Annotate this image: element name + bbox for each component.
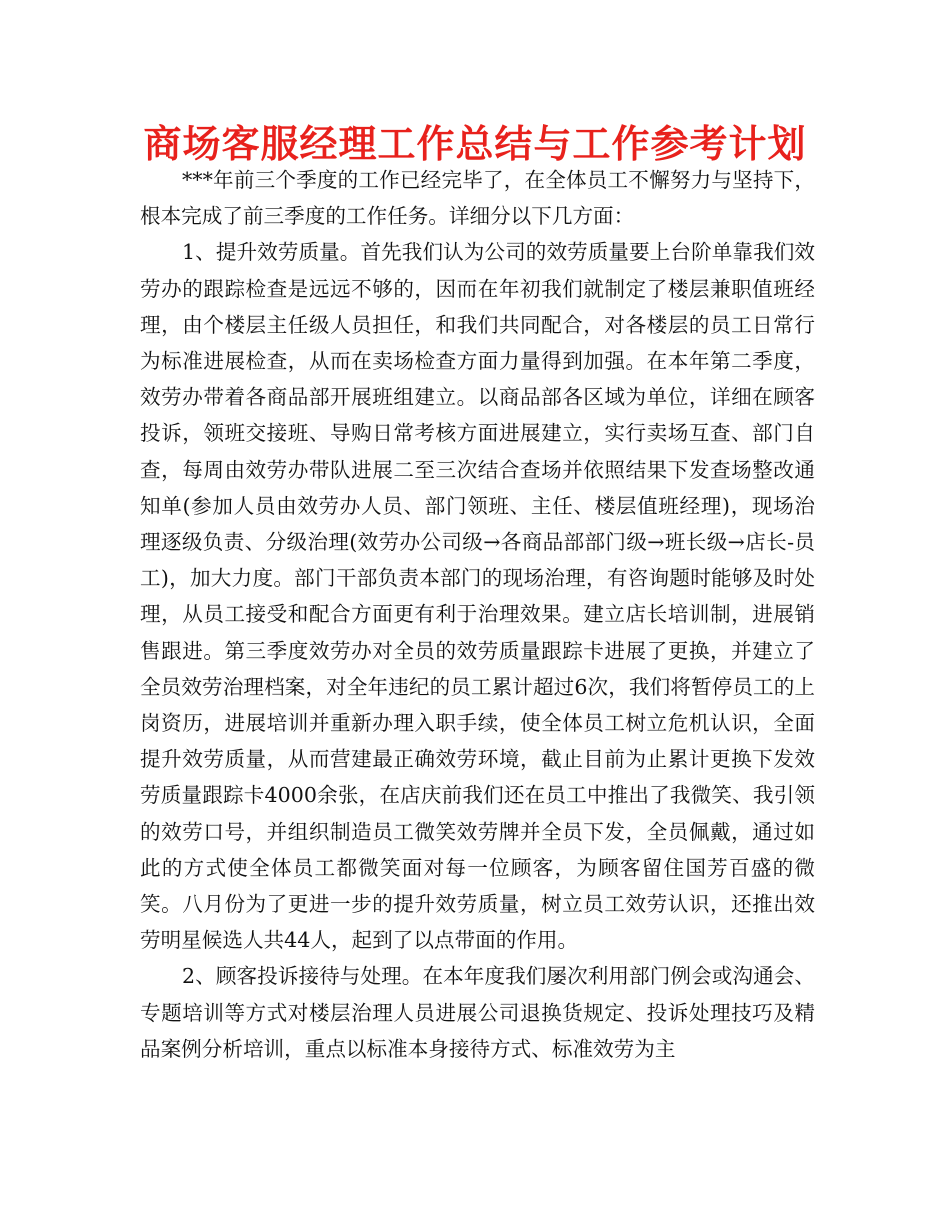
paragraph-complaints: 2、顾客投诉接待与处理。在本年度我们屡次利用部门例会或沟通会、专题培训等方式对楼层治理人员进展公司退换货规定、投诉处理技巧及精品案例分析培训，重点以标准本身接待方式、标准效劳为主 — [140, 964, 815, 1061]
document-title: 商场客服经理工作总结与工作参考计划 — [143, 122, 807, 166]
document-body — [140, 162, 815, 1067]
paragraph-service-quality: 1、提升效劳质量。首先我们认为公司的效劳质量要上台阶单靠我们效劳办的跟踪检查是远远不够的，因而在年初我们就制定了楼层兼职值班经理，由个楼层主任级人员担任，和我们共同配合，对各楼层的员工日常行为标准进展检查，从而在卖场检查方面力量得到加强。在本年第二季度，效劳办带着各商品部开展班组建立。以商品部各区域为单位，详细在顾客投诉，领班交接班、导购日常考核方面进展建立，实行卖场互查、部门自查，每周由效劳办带队进展二至三次结合查场并依照结果下发查场整改通知单(参加人员由效劳办人员、部门领班、主任、楼层值班经理)，现场治理逐级负责、分级治理(效劳办公司级→各商品部部门级→班长级→店长-员工)，加大力度。部门干部负责本部门的现场治理，有咨询题时能够及时处理，从员工接受和配合方面更有利于治理效果。建立店长培训制，进展销售跟进。第三季度效劳办对全员的效劳质量跟踪卡进展了更换，并建立了全员效劳治理档案，对全年违纪的员工累计超过6次，我们将暂停员工的上岗资历，进展培训并重新办理入职手续，使全体员工树立危机认识，全面提升效劳质量，从而营建最正确效劳环境，截止目前为止累计更换下发效劳质量跟踪卡4000余张，在店庆前我们还在员工中推出了我微笑、我引领的效劳口号，并组织制造员工微笑效劳牌并全员下发，全员佩戴，通过如此的方式使全体员工都微笑面对每一位顾客，为顾客留住国芳百盛的微笑。八月份为了更进一步的提升效劳质量，树立员工效劳认识，还推出效劳明星候选人共44人，起到了以点带面的作用。 — [140, 240, 815, 953]
paragraph-intro: ***年前三个季度的工作已经完毕了，在全体员工不懈努力与坚持下，根本完成了前三季度的工作任务。详细分以下几方面： — [140, 168, 815, 229]
